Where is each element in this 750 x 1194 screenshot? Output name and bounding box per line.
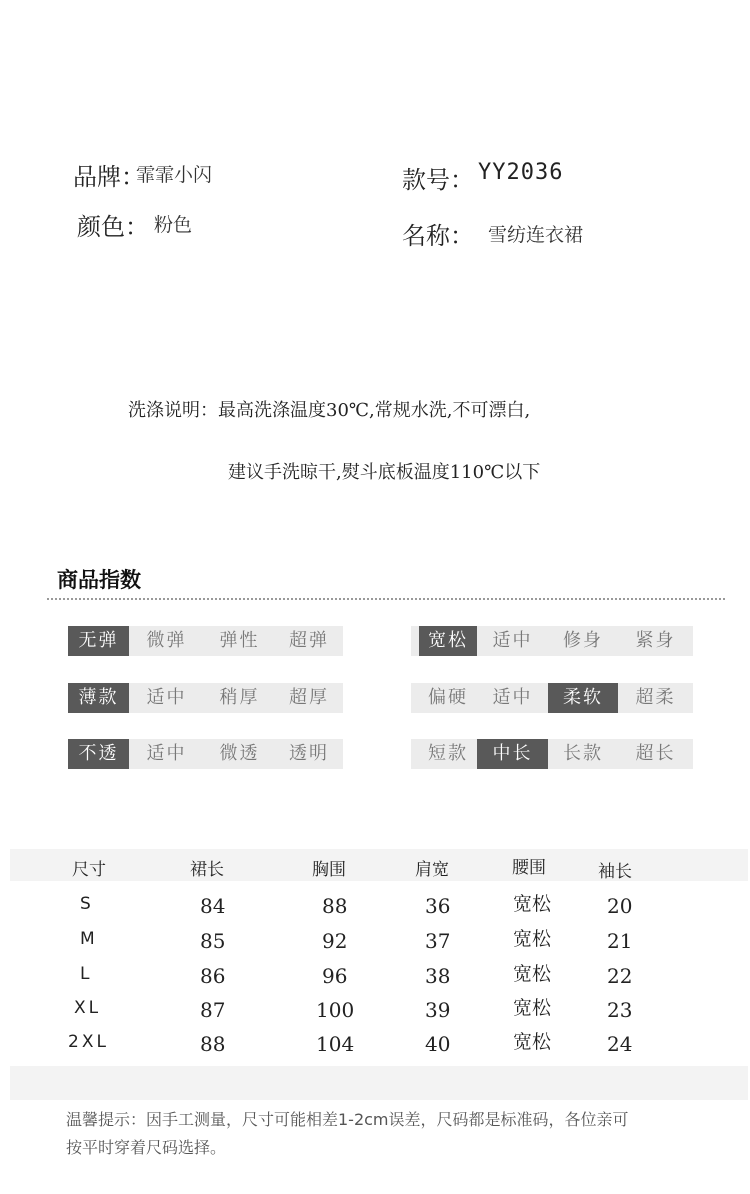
cell-bust: 104	[316, 1032, 355, 1056]
index-bar	[68, 739, 343, 769]
index-option: 适中	[146, 743, 187, 764]
color-label: 颜色：	[77, 213, 149, 241]
cell-waist: 宽松	[513, 997, 552, 1019]
cell-waist: 宽松	[513, 928, 552, 950]
brand-label: 品牌：	[73, 163, 145, 191]
index-option: 超弹	[289, 630, 329, 651]
cell-sleeve: 21	[607, 929, 633, 953]
index-option: 适中	[146, 687, 187, 708]
cell-sleeve: 22	[607, 964, 633, 988]
header-length: 裙长	[190, 860, 224, 880]
index-bar	[411, 739, 693, 769]
wash-instructions-line1: 洗涤说明：最高洗涤温度30℃,常规水洗,不可漂白,	[128, 400, 531, 421]
cell-size: L	[80, 964, 93, 984]
header-sleeve: 袖长	[598, 862, 632, 882]
index-option: 超长	[635, 743, 676, 764]
index-option-selected: 薄款	[68, 683, 129, 713]
index-option: 微透	[219, 743, 260, 764]
wash-instructions-line2: 建议手洗晾干,熨斗底板温度110℃以下	[228, 462, 541, 483]
cell-length: 84	[200, 894, 226, 918]
cell-shoulder: 38	[425, 964, 451, 988]
cell-bust: 88	[322, 894, 348, 918]
cell-length: 87	[200, 998, 226, 1022]
brand-value: 霏霏小闪	[136, 164, 213, 186]
dotted-divider	[47, 598, 725, 600]
index-option: 修身	[563, 630, 603, 651]
product-name-label: 名称：	[402, 222, 474, 250]
color-value: 粉色	[154, 214, 193, 236]
index-option: 紧身	[635, 630, 676, 651]
index-option-selected: 无弹	[68, 626, 129, 656]
index-option: 适中	[492, 630, 533, 651]
cell-shoulder: 36	[425, 894, 451, 918]
cell-length: 85	[200, 929, 226, 953]
cell-shoulder: 39	[425, 998, 451, 1022]
index-bar	[411, 683, 693, 713]
cell-size: 2XL	[68, 1032, 109, 1052]
cell-sleeve: 23	[607, 998, 633, 1022]
index-option: 弹性	[219, 630, 260, 651]
index-option: 微弹	[146, 630, 187, 651]
index-option: 偏硬	[428, 687, 468, 708]
cell-bust: 92	[322, 929, 348, 953]
index-bar	[68, 683, 343, 713]
index-option: 适中	[492, 687, 533, 708]
header-size: 尺寸	[72, 860, 106, 880]
section-title-product-index: 商品指数	[57, 568, 141, 592]
tip-line1: 温馨提示：因手工测量，尺寸可能相差1-2cm误差，尺码都是标准码，各位亲可	[66, 1110, 629, 1129]
cell-length: 86	[200, 964, 226, 988]
cell-shoulder: 40	[425, 1032, 451, 1056]
header-bust: 胸围	[312, 860, 346, 880]
style-number-value: YY2036	[478, 160, 564, 185]
cell-bust: 96	[322, 964, 348, 988]
tip-line2: 按平时穿着尺码选择。	[66, 1138, 227, 1157]
cell-size: XL	[74, 998, 102, 1018]
header-waist: 腰围	[512, 858, 546, 878]
cell-waist: 宽松	[513, 1031, 552, 1053]
product-name-value: 雪纺连衣裙	[488, 224, 584, 246]
index-option: 短款	[428, 743, 468, 764]
cell-waist: 宽松	[513, 893, 552, 915]
size-table-footer-band	[10, 1066, 748, 1100]
index-option: 稍厚	[219, 687, 260, 708]
index-bar	[411, 626, 693, 656]
index-option-selected: 不透	[68, 739, 129, 769]
cell-size: M	[80, 929, 98, 949]
index-option: 超柔	[635, 687, 676, 708]
cell-sleeve: 20	[607, 894, 633, 918]
cell-bust: 100	[316, 998, 355, 1022]
cell-shoulder: 37	[425, 929, 451, 953]
index-option: 长款	[563, 743, 603, 764]
index-option-selected: 中长	[477, 739, 548, 769]
index-bar	[68, 626, 343, 656]
cell-sleeve: 24	[607, 1032, 633, 1056]
header-shoulder: 肩宽	[415, 860, 449, 880]
index-option-selected: 宽松	[419, 626, 477, 656]
size-table-header-band	[10, 849, 748, 881]
index-option-selected: 柔软	[548, 683, 618, 713]
style-number-label: 款号：	[402, 166, 474, 194]
cell-size: S	[80, 894, 94, 914]
cell-length: 88	[200, 1032, 226, 1056]
cell-waist: 宽松	[513, 963, 552, 985]
index-option: 透明	[289, 743, 329, 764]
index-option: 超厚	[289, 687, 329, 708]
